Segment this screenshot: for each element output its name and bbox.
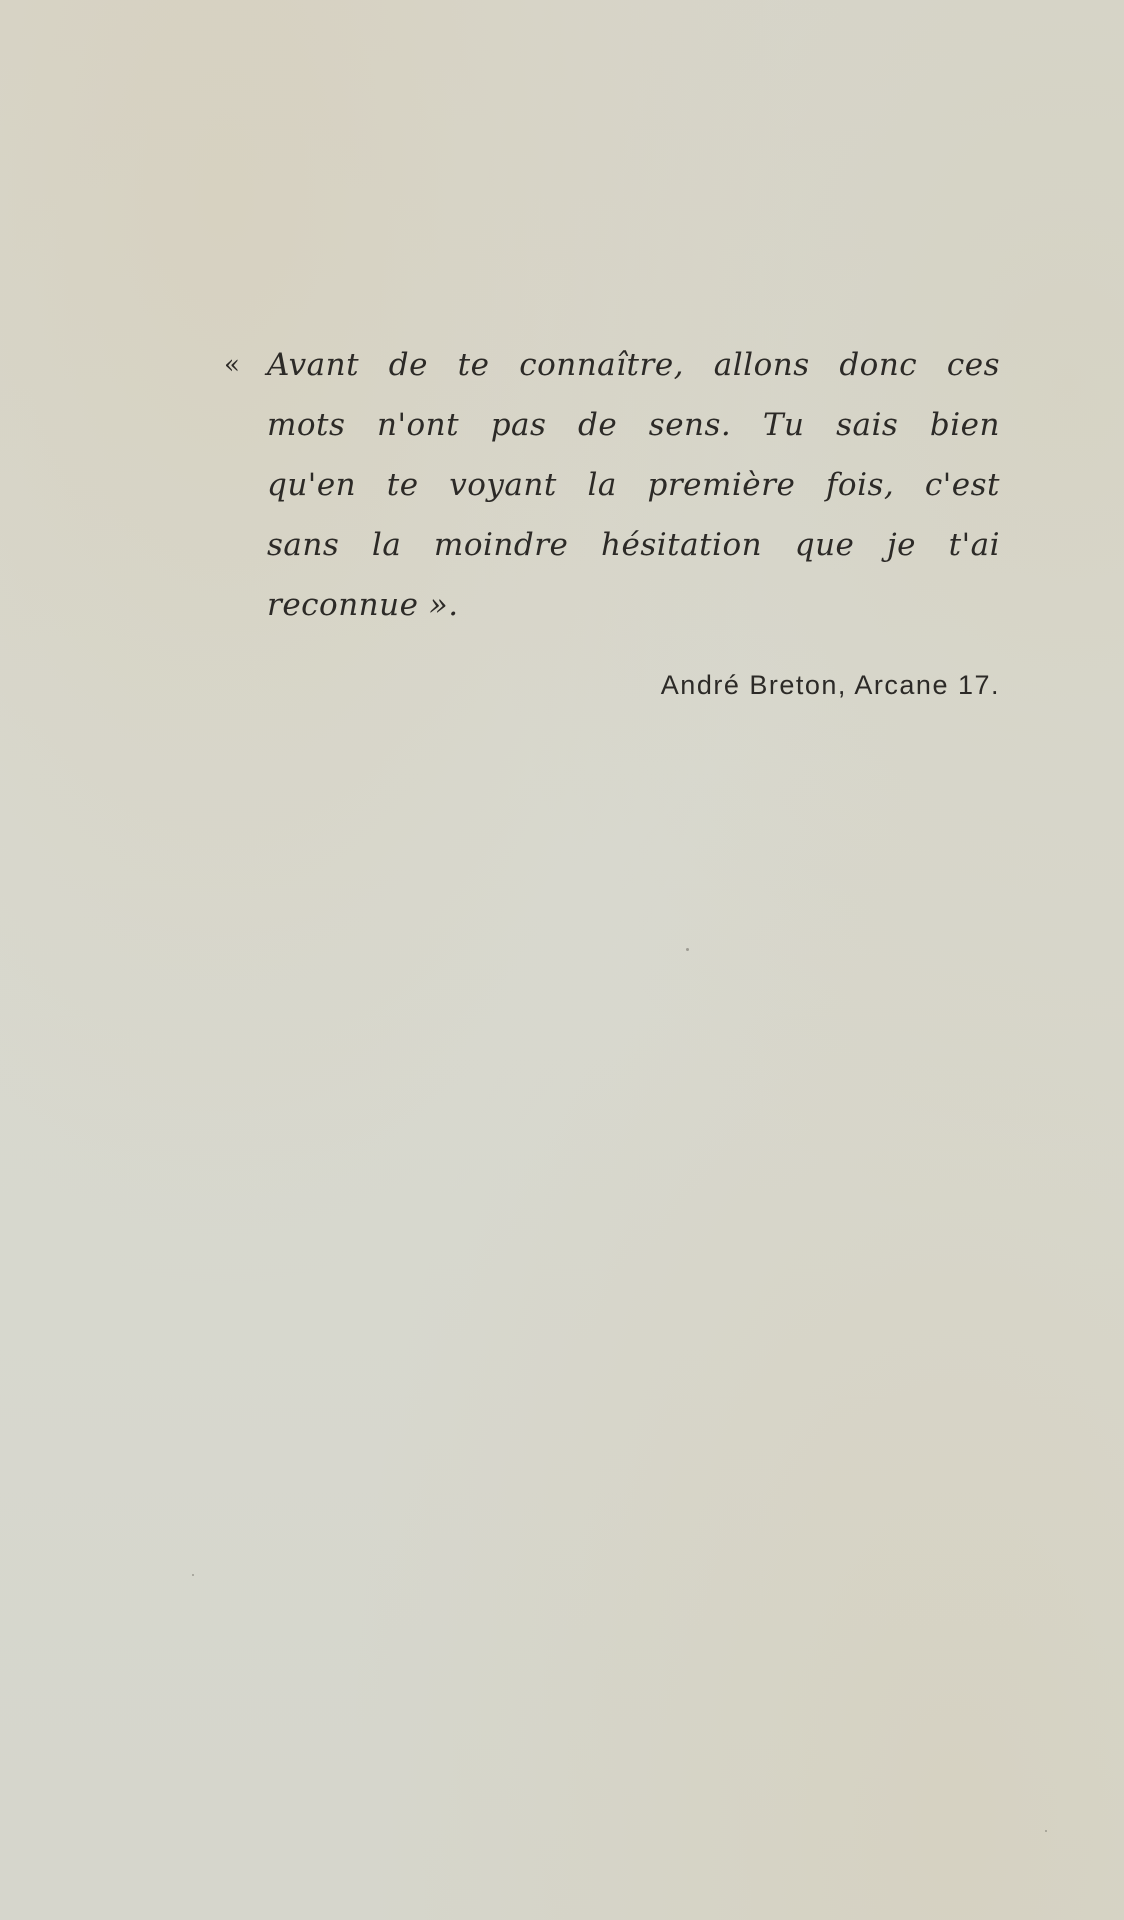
quote-attribution: André Breton, Arcane 17.	[660, 670, 1000, 700]
quote-line	[224, 455, 1000, 515]
quote-line	[224, 395, 1000, 455]
paper-speck	[686, 948, 689, 951]
epigraph-quote	[224, 335, 1000, 635]
quote-line-text: reconnue ».	[267, 587, 459, 623]
quote-line-text: Avant de te connaître, allons donc ces	[267, 347, 1000, 383]
opening-guillemet: «	[224, 350, 241, 380]
quote-line	[224, 575, 1000, 635]
quote-line-text: mots n'ont pas de sens. Tu sais bien	[267, 407, 1000, 443]
quote-line	[224, 335, 1000, 395]
quote-line-text: qu'en te voyant la première fois, c'est	[267, 467, 1000, 503]
paper-speck	[1045, 1830, 1047, 1832]
quote-line	[224, 515, 1000, 575]
quote-line-text: sans la moindre hésitation que je t'ai	[267, 527, 1000, 563]
paper-speck	[192, 1574, 194, 1576]
